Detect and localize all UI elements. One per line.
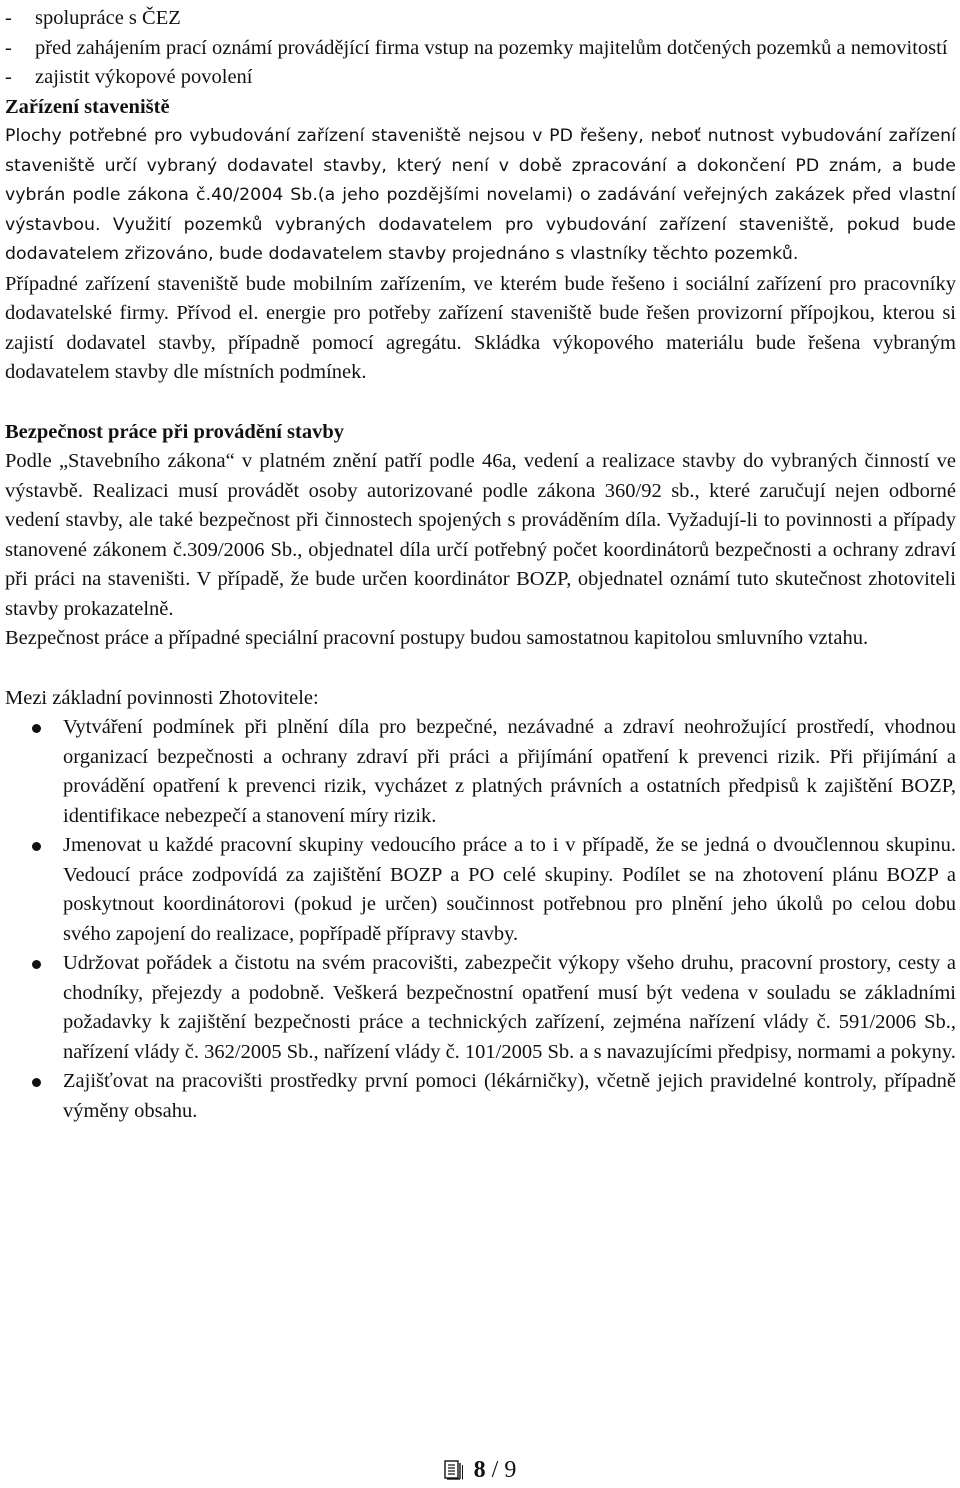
safety-paragraph: Podle „Stavebního zákona“ v platném znění patří podle 46a, vedení a realizace stavby do vybraných činností ve výstavbě. Realizaci musí provádět osoby autorizované podle zákona 360/92 sb., které zaručují nejen odborné vedení stavby, ale také bezpečnost při činnostech spojených s prováděním díla. Vyžadují-li to povinnosti a případy stanovené zákonem č.309/2006 Sb., objednatel díla určí potřebný počet koordinátorů bezpečnosti a ochrany zdraví při práci na staveništi. V případě, že bude určen koordinátor BOZP, objednatel oznámí tuto skutečnost zhotoviteli stavby prokazatelně. [5,450,956,620]
page-footer [0,1456,960,1484]
safety-heading: Bezpečnost práce při provádění stavby [5,420,345,443]
site-setup-paragraph-2: Případné zařízení staveniště bude mobilním zařízením, ve kterém bude řešeno i sociální zařízení pro pracovníky dodavatelské firmy. Přívod el. energie pro potřeby zařízení staveniště bude řešen provizorní přípojkou, kterou si zajistí dodavatel stavby, případně pomocí agregátu. Skládka výkopového materiálu bude řešena vybraným dodavatelem stavby dle místních podmínek. [5,272,956,383]
list-item: - zajistit výkopové povolení [5,66,253,88]
current-page-number: 8 [473,1457,486,1483]
intro-dash-list [5,4,956,93]
document-page [5,4,956,1126]
page-stack-icon [444,1460,464,1480]
bullet-icon [32,960,41,969]
page-separator: / [491,1457,499,1483]
duties-list [5,713,956,1126]
site-setup-paragraph: Plochy potřebné pro vybudování zařízení staveniště nejsou v PD řešeny, neboť nutnost vybudování zařízení staveniště určí vybraný dodavatel stavby, který není v době zpracování a dokončení PD znám, a bude vybrán podle zákona č.40/2004 Sb.(a jeho pozdějšími novelami) o zadávání veřejných zakázek před vlastní výstavbou. Využití pozemků vybraných dodavatelem pro vybudování zařízení staveniště, pokud bude dodavatelem zřizováno, bude dodavatelem stavby projednáno s vlastníky těchto pozemků. [5,126,956,264]
bullet-icon [32,724,41,733]
list-item: - před zahájením prací oznámí provádějící firma vstup na pozemky majitelům dotčených pozemků a nemovitostí [5,36,948,59]
site-setup-section [5,93,956,388]
duties-intro: Mezi základní povinnosti Zhotovitele: [5,686,319,709]
site-setup-heading: Zařízení staveniště [5,95,170,118]
list-item: Vytváření podmínek při plnění díla pro bezpečné, nezávadné a zdraví neohrožující prostředí, vhodnou organizací bezpečnosti a ochrany zdraví při práci a přijímání opatření k prevenci rizik. Při přijímání a provádění opatření k prevenci rizik, vycházet z platných právních a ostatních předpisů k zajištění BOZP, identifikace nebezpečí a stanovení míry rizik. [5,713,956,831]
list-item: Jmenovat u každé pracovní skupiny vedoucího práce a to i v případě, že se jedná o dvoučlennou skupinu. Vedoucí práce zodpovídá za zajištění BOZP a PO celé skupiny. Podílet se na zhotovení plánu BOZP a poskytnout koordinátorovi (pokud je určen) součinnost potřebnou pro plnění jeho úkolů po celou dobu svého zapojení do realizace, popřípadě přípravy stavby. [5,831,956,949]
total-pages: 9 [504,1457,517,1483]
bullet-icon [32,842,41,851]
safety-section [5,418,956,654]
safety-paragraph-2: Bezpečnost práce a případné speciální pracovní postupy budou samostatnou kapitolou smluvního vztahu. [5,627,869,649]
duties-section [5,684,956,1127]
bullet-icon [32,1078,41,1087]
list-item: Udržovat pořádek a čistotu na svém pracovišti, zabezpečit výkopy všeho druhu, pracovní prostory, cesty a chodníky, přejezdy a podobně. Veškerá bezpečnostní opatření musí být vedena v souladu se základními požadavky k zajištění bezpečnosti práce a technických zařízení, zejména nařízení vlády č. 591/2006 Sb., nařízení vlády č. 362/2005 Sb., nařízení vlády č. 101/2005 Sb. a s navazujícími předpisy, normami a pokyny. [5,949,956,1067]
list-item: - spolupráce s ČEZ [5,7,181,29]
list-item: Zajišťovat na pracovišti prostředky první pomoci (lékárničky), včetně jejich pravidelné kontroly, případně výměny obsahu. [5,1067,956,1126]
